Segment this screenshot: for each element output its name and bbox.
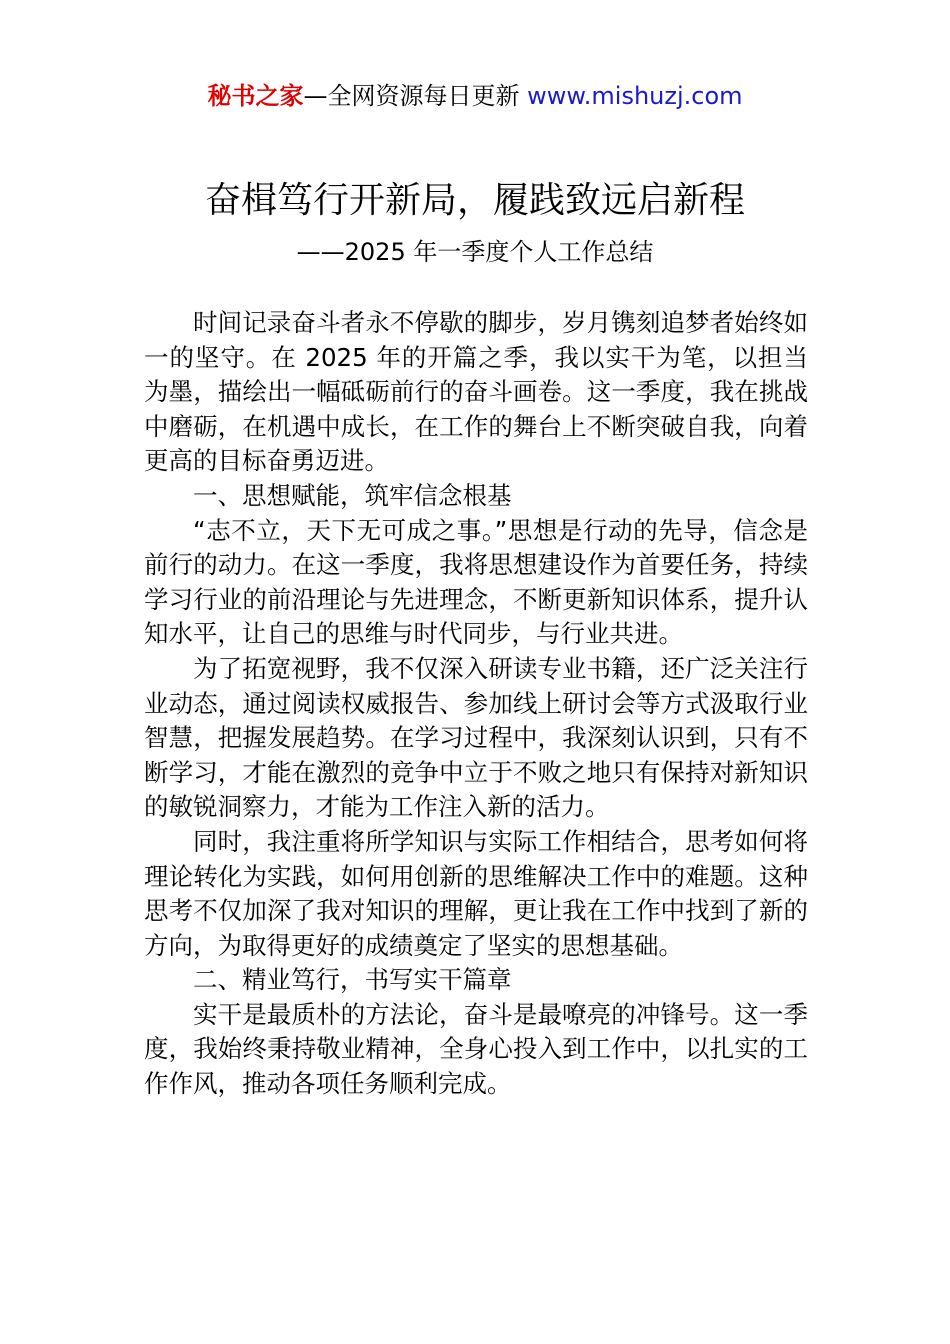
section-heading-1: 一、思想赋能，筑牢信念根基: [193, 480, 512, 510]
body-paragraph: 实干是最质朴的方法论，奋斗是最嘹亮的冲锋号。这一季度，我始终秉持敬业精神，全身心投入到工作中，以扎实的工作作风，推动各项任务顺利完成。: [144, 999, 808, 1099]
site-url-link[interactable]: www.mishuzj.com: [527, 82, 743, 110]
body-paragraph: 同时，我注重将所学知识与实际工作相结合，思考如何将理论转化为实践，如何用创新的思维解决工作中的难题。这种思考不仅加深了我对知识的理解，更让我在工作中找到了新的方向，为取得更好的成绩奠定了坚实的思想基础。: [144, 826, 808, 960]
section-heading-2: 二、精业笃行，书写实干篇章: [193, 965, 512, 995]
body-paragraph: 为了拓宽视野，我不仅深入研读专业书籍，还广泛关注行业动态，通过阅读权威报告、参加线上研讨会等方式汲取行业智慧，把握发展趋势。在学习过程中，我深刻认识到，只有不断学习，才能在激烈的竞争中立于不败之地只有保持对新知识的敏锐洞察力，才能为工作注入新的活力。: [144, 653, 808, 822]
document-title: 奋楫笃行开新局，履践致远启新程: [204, 180, 745, 221]
site-tagline: —全网资源每日更新: [303, 82, 528, 110]
document-body: [144, 306, 808, 1102]
body-paragraph: “志不立，天下无可成之事。”思想是行动的先导，信念是前行的动力。在这一季度，我将思想建设作为首要任务，持续学习行业的前沿理论与先进理念，不断更新知识体系，提升认知水平，让自己的思维与时代同步，与行业共进。: [144, 515, 808, 649]
document-subtitle: ——2025 年一季度个人工作总结: [296, 238, 654, 266]
intro-paragraph: 时间记录奋斗者永不停歇的脚步，岁月镌刻追梦者始终如一的坚守。在 2025 年的开篇之季，我以实干为笔，以担当为墨，描绘出一幅砥砺前行的奋斗画卷。这一季度，我在挑战中磨砺，在机遇中成长，在工作的舞台上不断突破自我，向着更高的目标奋勇迈进。: [144, 308, 808, 476]
site-header: [0, 80, 950, 112]
site-brand: 秘书之家: [207, 82, 304, 110]
